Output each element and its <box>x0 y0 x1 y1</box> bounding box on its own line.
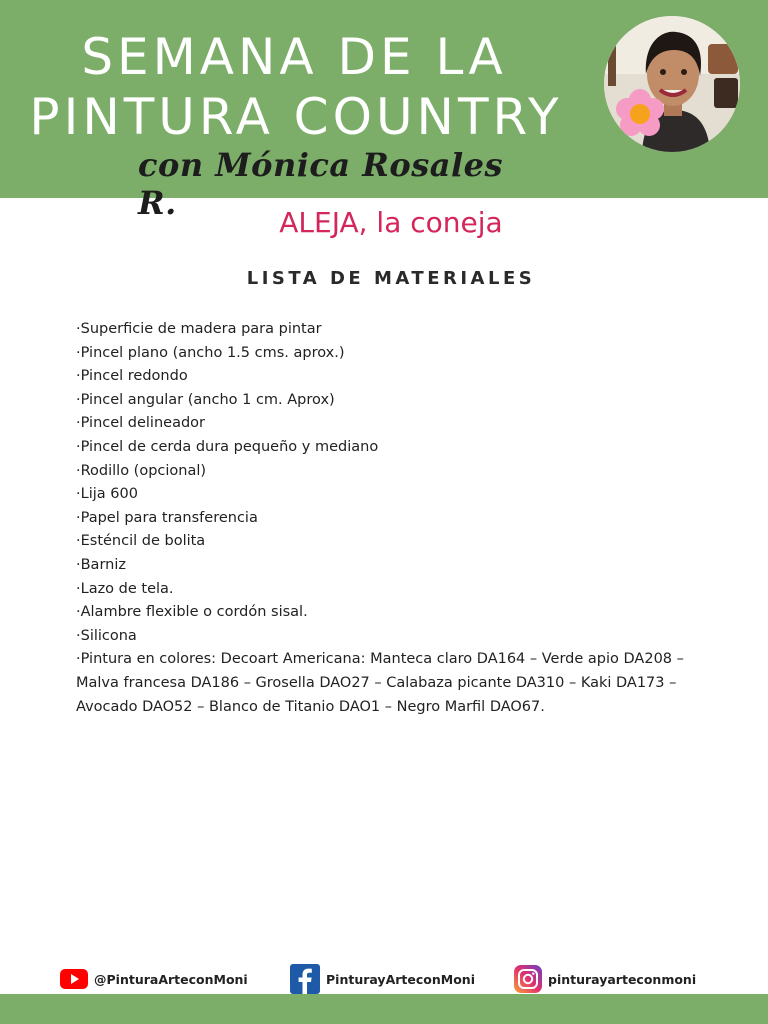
footer-bar <box>0 994 768 1024</box>
header-banner <box>0 0 768 222</box>
list-item: ·Rodillo (opcional) <box>76 462 207 479</box>
youtube-icon <box>60 969 88 989</box>
youtube-handle: @PinturaArteconMoni <box>94 971 248 987</box>
list-item: ·Pincel angular (ancho 1 cm. Aprox) <box>76 391 335 408</box>
author-subtitle: con Mónica Rosales R. <box>138 146 503 222</box>
social-links <box>0 962 768 996</box>
list-item: ·Pincel delineador <box>76 415 205 432</box>
facebook-icon <box>290 964 320 994</box>
list-item: ·Pincel redondo <box>76 368 188 385</box>
instagram-handle: pinturayarteconmoni <box>548 971 697 987</box>
instagram-icon <box>514 965 542 993</box>
list-item: ·Lija 600 <box>76 486 138 503</box>
facebook-link[interactable] <box>290 962 475 996</box>
list-item: ·Pincel de cerda dura pequeño y mediano <box>76 438 379 455</box>
list-item: ·Alambre flexible o cordón sisal. <box>76 604 308 621</box>
youtube-link[interactable] <box>60 962 248 996</box>
list-item: ·Lazo de tela. <box>76 580 174 597</box>
list-item: ·Papel para transferencia <box>76 509 258 526</box>
list-item: ·Pintura en colores: Decoart Americana: Manteca claro DA164 – Verde apio DA208 – Malva francesa DA186 – Grosella DAO27 – Calabaza picante DA310 – Kaki DA173 – Avocado DAO52 – Blanco de Titanio DAO1 – Negro Marfil DAO67. <box>76 651 684 715</box>
materials-list <box>76 318 706 719</box>
author-portrait-image <box>604 16 740 152</box>
list-item: ·Esténcil de bolita <box>76 533 206 550</box>
title-line-2: PINTURA COUNTRY <box>29 88 563 146</box>
project-title: ALEJA, la coneja <box>279 206 503 239</box>
instagram-link[interactable] <box>514 962 696 996</box>
list-item: ·Silicona <box>76 627 137 644</box>
author-photo <box>604 16 740 152</box>
title-line-1: SEMANA DE LA <box>81 28 507 86</box>
materials-heading: LISTA DE MATERIALES <box>246 268 536 289</box>
list-item: ·Barniz <box>76 556 126 573</box>
list-item: ·Superficie de madera para pintar <box>76 321 322 337</box>
list-item: ·Pincel plano (ancho 1.5 cms. aprox.) <box>76 344 345 361</box>
facebook-handle: PinturayArteconMoni <box>326 971 475 987</box>
